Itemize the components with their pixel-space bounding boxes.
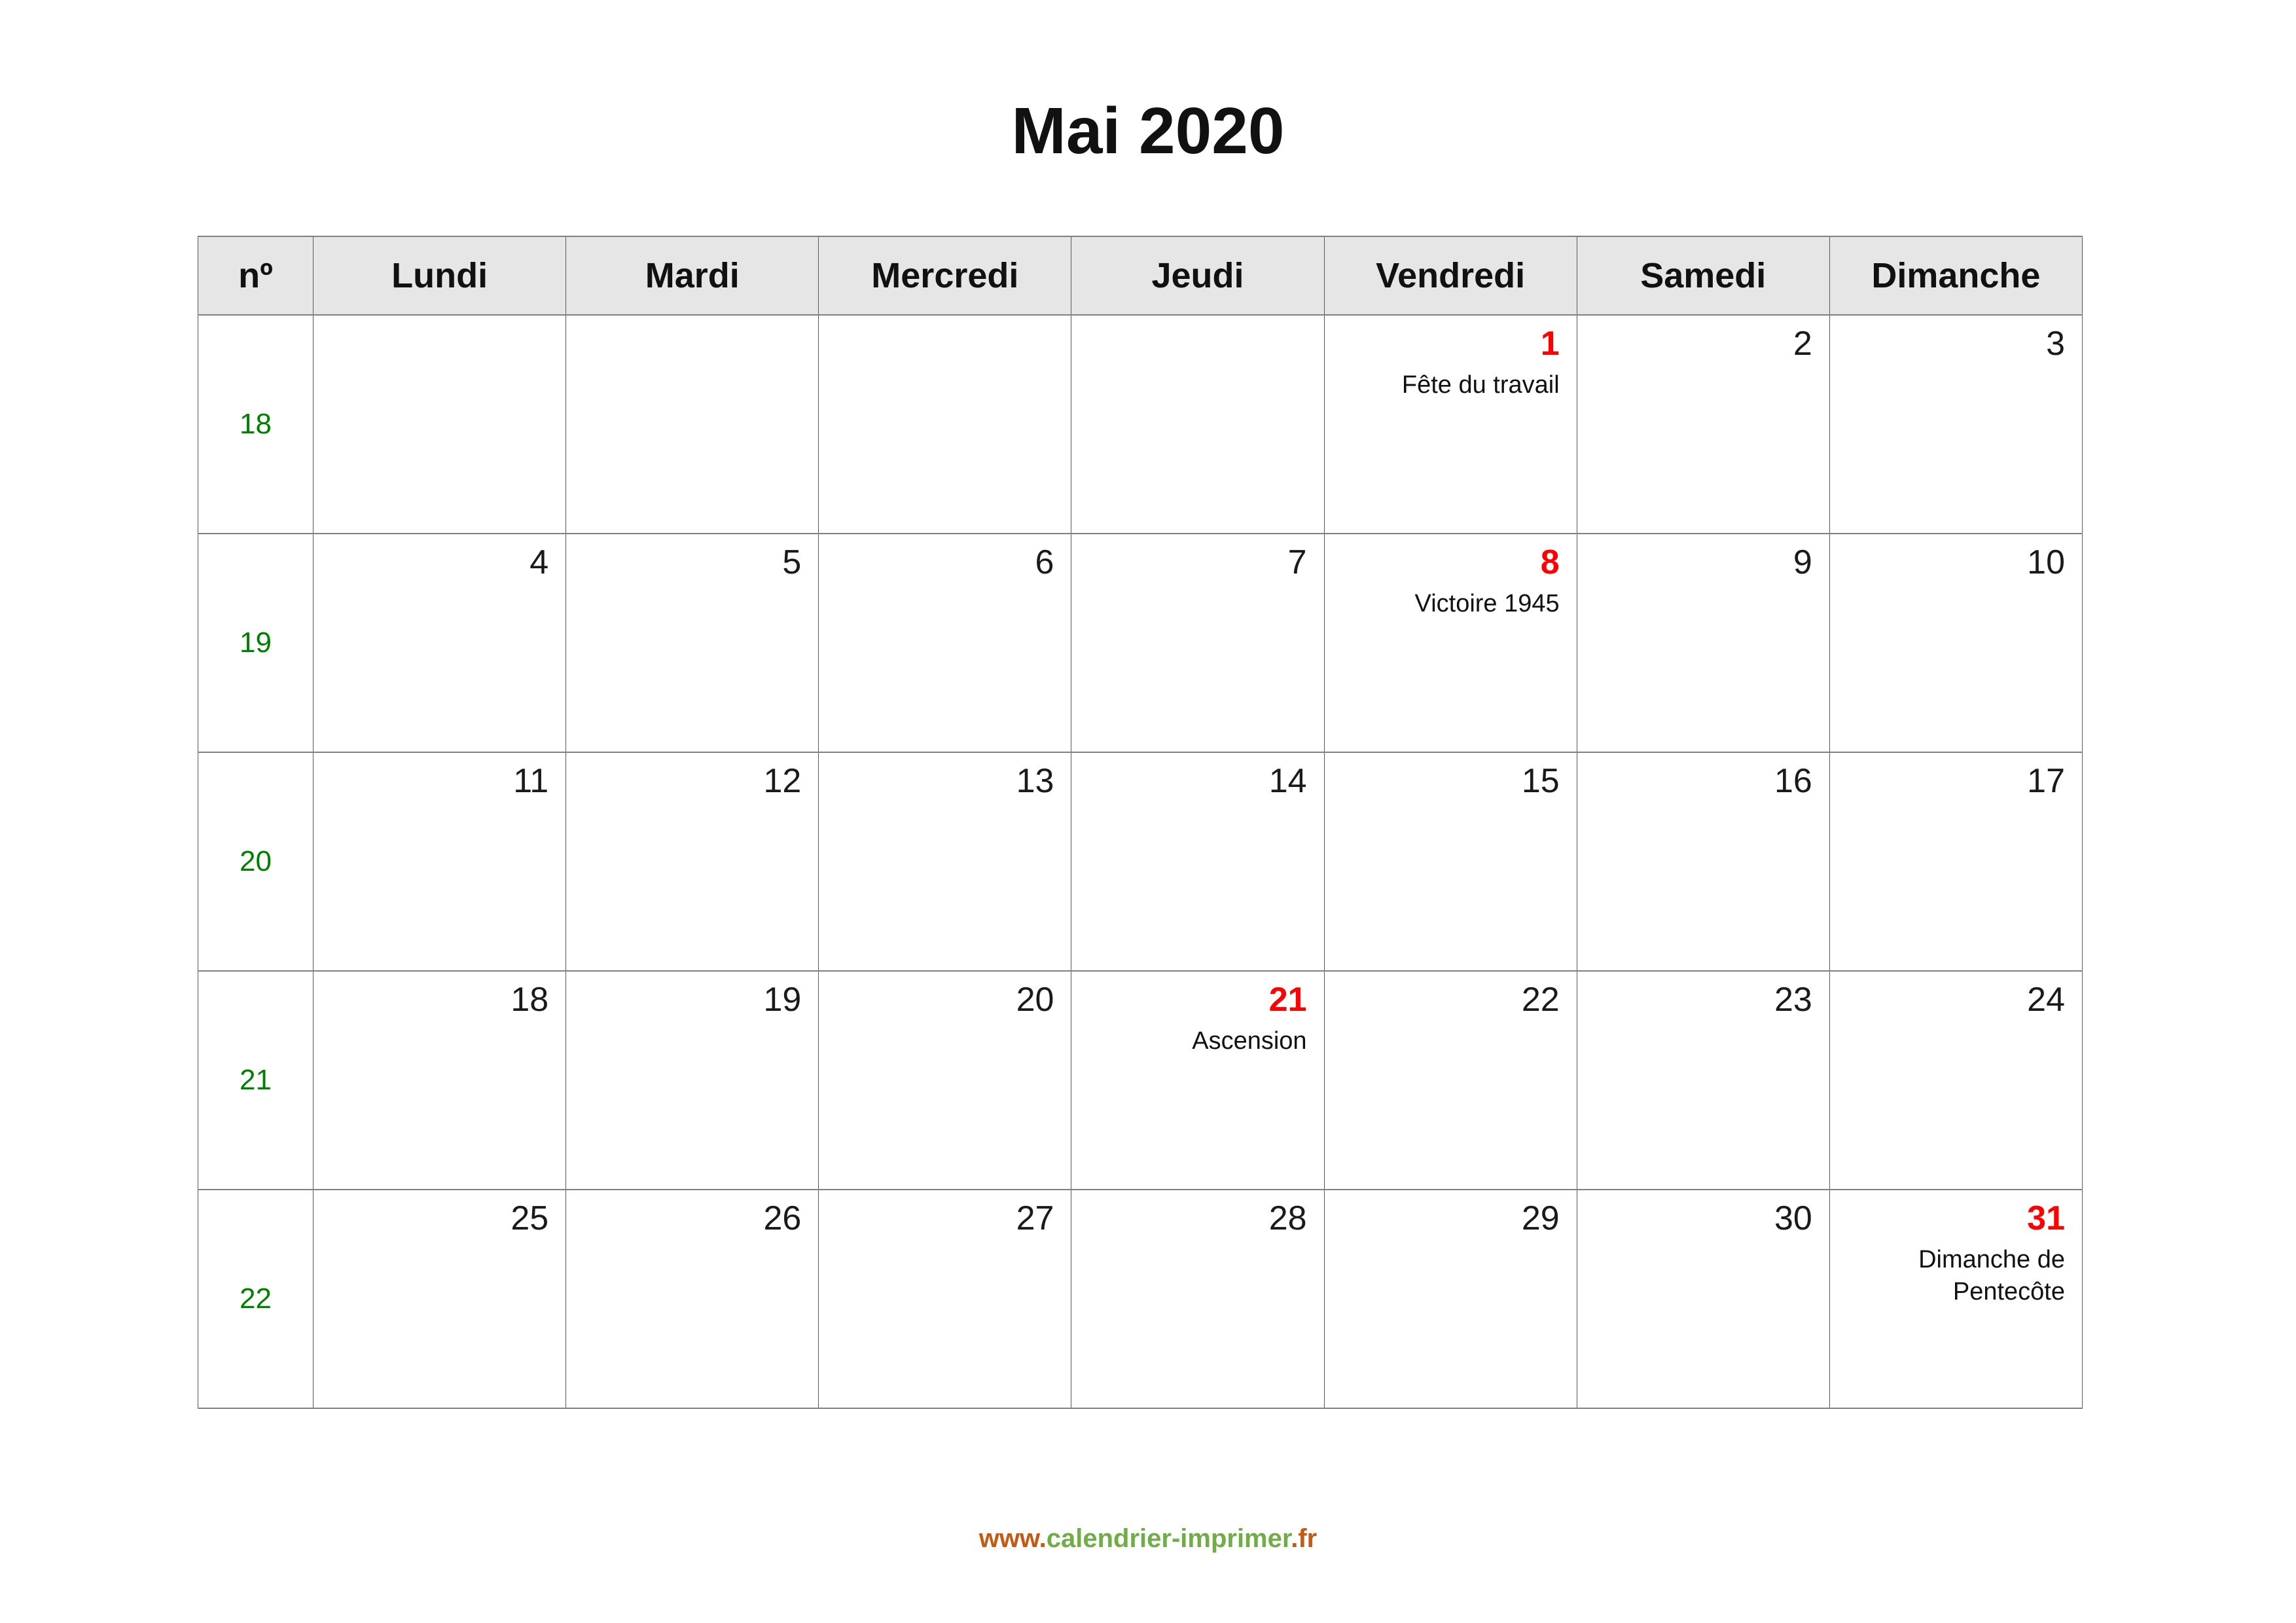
site-link-tld: .fr — [1291, 1524, 1318, 1553]
day-cell — [1071, 534, 1324, 752]
day-number: 5 — [782, 543, 802, 581]
header-row — [198, 236, 2083, 315]
day-cell — [819, 752, 1071, 971]
day-cell — [819, 534, 1071, 752]
day-number: 14 — [1268, 762, 1307, 800]
day-number: 19 — [763, 981, 802, 1019]
day-number-holiday: 8 — [1540, 543, 1560, 581]
day-cell — [819, 315, 1071, 534]
day-number-holiday: 21 — [1268, 981, 1307, 1019]
day-number: 6 — [1035, 543, 1054, 581]
day-number: 26 — [763, 1199, 802, 1237]
day-number: 29 — [1521, 1199, 1560, 1237]
holiday-label: Dimanche de Pentecôte — [1918, 1245, 2065, 1306]
page-title: Mai 2020 — [1011, 94, 1285, 168]
week-number: 19 — [198, 534, 314, 752]
day-cell — [1829, 752, 2082, 971]
day-cell — [1071, 752, 1324, 971]
day-cell — [1577, 534, 1829, 752]
day-number: 25 — [511, 1199, 549, 1237]
site-link-domain: calendrier-imprimer — [1046, 1524, 1291, 1553]
day-cell — [314, 315, 566, 534]
day-cell-holiday — [1829, 1190, 2082, 1408]
day-cell — [314, 534, 566, 752]
day-number: 24 — [2027, 981, 2065, 1019]
day-number: 12 — [763, 762, 802, 800]
day-cell — [1324, 752, 1577, 971]
day-cell — [1829, 534, 2082, 752]
day-number: 3 — [2046, 325, 2065, 363]
day-number: 16 — [1774, 762, 1812, 800]
day-cell — [1071, 1190, 1324, 1408]
holiday-label: Ascension — [1192, 1027, 1307, 1055]
day-number-holiday: 31 — [2027, 1199, 2065, 1237]
header-week-col: nº — [198, 236, 314, 315]
day-number: 7 — [1287, 543, 1307, 581]
day-number: 2 — [1793, 325, 1812, 363]
day-cell-holiday — [1071, 971, 1324, 1190]
day-cell — [1324, 971, 1577, 1190]
day-cell — [566, 534, 819, 752]
day-number: 17 — [2027, 762, 2065, 800]
day-number: 18 — [511, 981, 549, 1019]
header-samedi: Samedi — [1577, 236, 1829, 315]
day-number: 27 — [1016, 1199, 1054, 1237]
day-number: 22 — [1521, 981, 1560, 1019]
day-number: 4 — [529, 543, 549, 581]
day-cell — [314, 971, 566, 1190]
day-number: 20 — [1016, 981, 1054, 1019]
day-cell-holiday — [1324, 315, 1577, 534]
holiday-label: Victoire 1945 — [1414, 589, 1560, 617]
day-cell — [566, 971, 819, 1190]
day-cell — [1829, 971, 2082, 1190]
week-row-18 — [198, 315, 2083, 534]
header-vendredi: Vendredi — [1324, 236, 1577, 315]
week-row-20 — [198, 752, 2083, 971]
day-cell — [314, 752, 566, 971]
day-cell — [1577, 315, 1829, 534]
day-cell — [819, 971, 1071, 1190]
site-link-www: www. — [978, 1524, 1047, 1553]
day-number: 9 — [1793, 543, 1812, 581]
day-cell — [1577, 752, 1829, 971]
holiday-label: Fête du travail — [1401, 371, 1560, 399]
day-number: 23 — [1774, 981, 1812, 1019]
header-lundi: Lundi — [314, 236, 566, 315]
day-cell — [819, 1190, 1071, 1408]
calendar-table — [198, 236, 2083, 1409]
day-cell — [1577, 971, 1829, 1190]
day-number: 11 — [513, 762, 549, 800]
day-cell-holiday — [1324, 534, 1577, 752]
day-cell — [566, 1190, 819, 1408]
day-cell — [1577, 1190, 1829, 1408]
day-cell — [566, 315, 819, 534]
week-row-19 — [198, 534, 2083, 752]
day-number: 30 — [1774, 1199, 1812, 1237]
week-row-22 — [198, 1190, 2083, 1408]
day-cell — [1829, 315, 2082, 534]
day-cell — [566, 752, 819, 971]
day-number: 28 — [1268, 1199, 1307, 1237]
footer — [0, 1524, 2296, 1554]
day-number-holiday: 1 — [1540, 325, 1560, 363]
header-jeudi: Jeudi — [1071, 236, 1324, 315]
site-link[interactable] — [979, 1524, 1317, 1553]
day-number: 10 — [2027, 543, 2065, 581]
header-mercredi: Mercredi — [819, 236, 1071, 315]
day-number: 13 — [1016, 762, 1054, 800]
week-number: 22 — [198, 1190, 314, 1408]
header-dimanche: Dimanche — [1829, 236, 2082, 315]
header-mardi: Mardi — [566, 236, 819, 315]
week-row-21 — [198, 971, 2083, 1190]
week-number: 18 — [198, 315, 314, 534]
day-cell — [1071, 315, 1324, 534]
week-number: 20 — [198, 752, 314, 971]
week-number: 21 — [198, 971, 314, 1190]
day-number: 15 — [1521, 762, 1560, 800]
day-cell — [1324, 1190, 1577, 1408]
day-cell — [314, 1190, 566, 1408]
